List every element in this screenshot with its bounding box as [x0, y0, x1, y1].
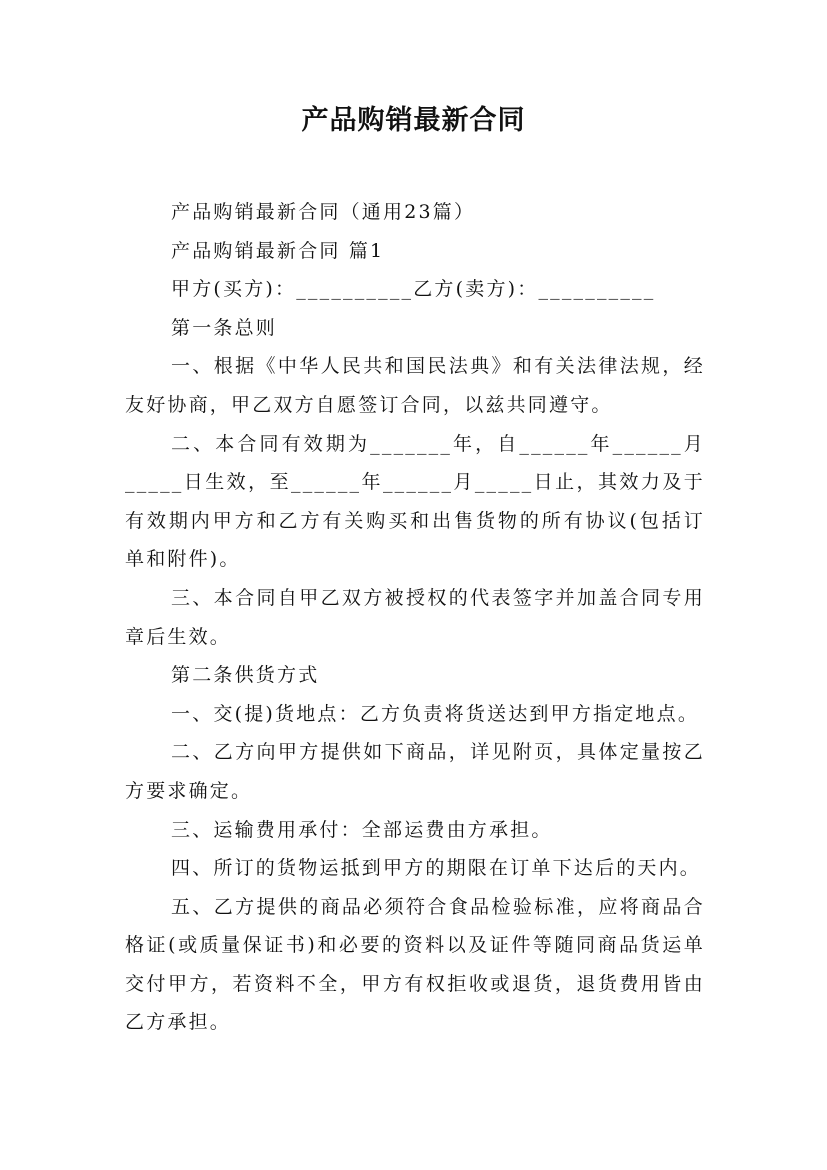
document-title: 产品购销最新合同 [301, 105, 526, 136]
document-body [125, 193, 705, 1042]
paragraph-clause: 一、根据《中华人民共和国民法典》和有关法律法规，经友好协商，甲乙双方自愿签订合同，以兹共同遵守。 [125, 355, 705, 416]
paragraph-clause: 五、乙方提供的商品必须符合食品检验标准，应将商品合格证(或质量保证书)和必要的资料以及证件等随同商品货运单交付甲方，若资料不全，甲方有权拒收或退货，退货费用皆由乙方承担。 [125, 895, 705, 1034]
paragraph-clause: 二、乙方向甲方提供如下商品，详见附页，具体定量按乙方要求确定。 [125, 741, 705, 802]
paragraph-parties: 甲方(买方)：__________乙方(卖方)：__________ [171, 278, 656, 301]
paragraph-clause: 三、运输费用承付：全部运费由方承担。 [171, 818, 553, 841]
section-heading-general: 第一条总则 [171, 316, 278, 339]
paragraph-clause: 二、本合同有效期为_______年，自______年______月_____日生效，至______年______月_____日止，其效力及于有效期内甲方和乙方有关购买和出售货物的所有协议(包括订单和附件)。 [125, 432, 705, 571]
paragraph-subtitle: 产品购销最新合同（通用23篇） [171, 201, 476, 223]
paragraph-clause: 一、交(提)货地点：乙方负责将货送达到甲方指定地点。 [171, 702, 700, 725]
paragraph-contract-heading: 产品购销最新合同 篇1 [171, 239, 385, 262]
paragraph-clause: 三、本合同自甲乙双方被授权的代表签字并加盖合同专用章后生效。 [125, 586, 705, 648]
section-heading-supply: 第二条供货方式 [171, 664, 320, 687]
paragraph-clause: 四、所订的货物运抵到甲方的期限在订单下达后的天内。 [171, 857, 702, 880]
